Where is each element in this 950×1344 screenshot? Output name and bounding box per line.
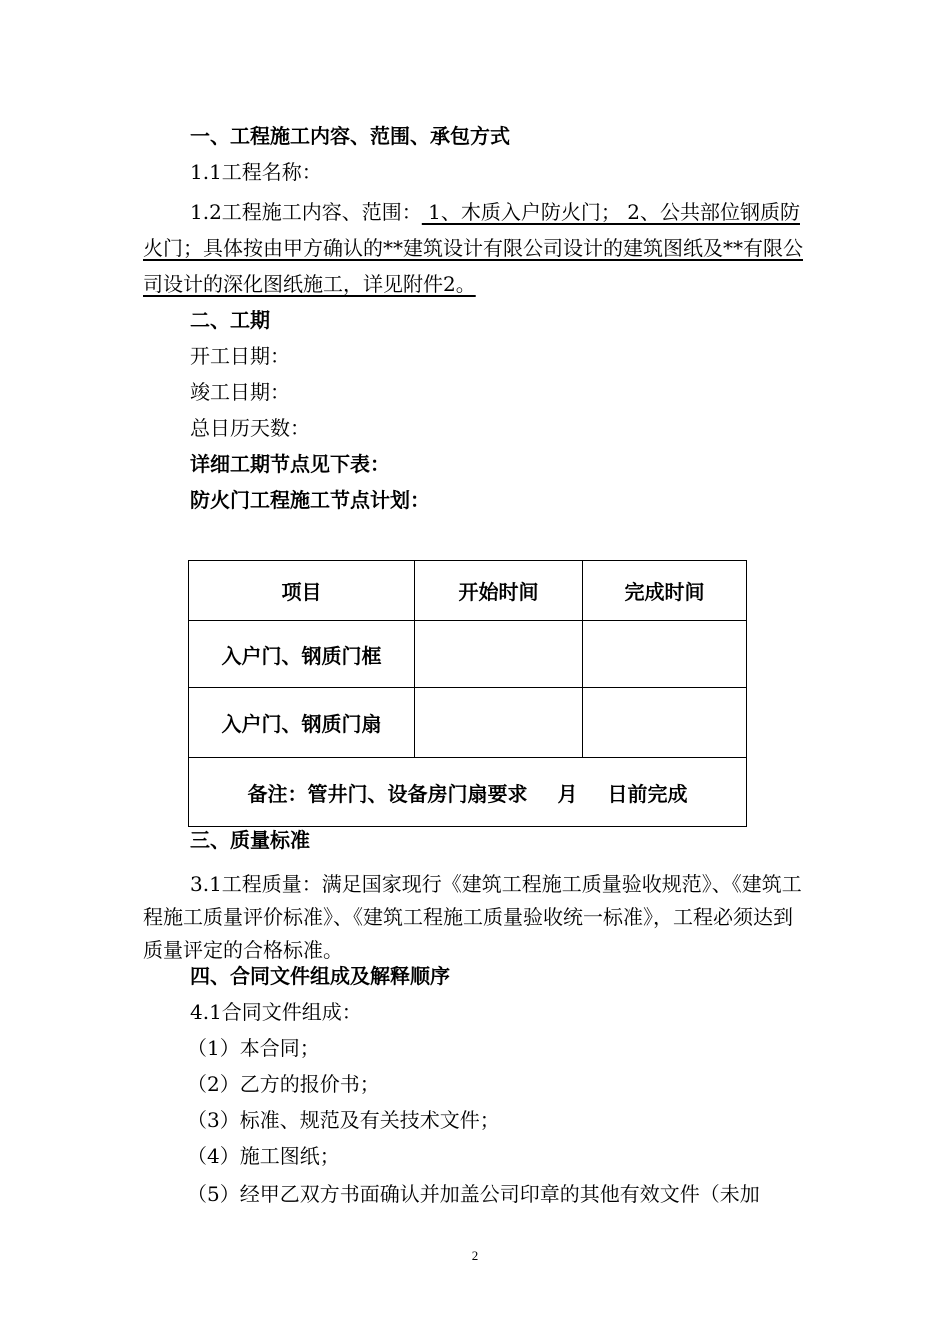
list-item: （5）经甲乙双方书面确认并加盖公司印章的其他有效文件（未加 [187, 1182, 760, 1206]
scope-label: 1.2工程施工内容、范围： [190, 200, 422, 224]
row-finish-cell [583, 621, 747, 688]
table-row [189, 621, 747, 688]
schedule-note: 详细工期节点见下表： [190, 452, 390, 476]
row-start-cell [415, 621, 583, 688]
s4-heading: 四、合同文件组成及解释顺序 [190, 964, 450, 988]
list-item: （2）乙方的报价书； [187, 1072, 380, 1096]
note-day: 日前完成 [607, 781, 688, 806]
table-note-cell [189, 758, 747, 827]
header-cell-start: 开始时间 [415, 561, 583, 621]
list-item: （1）本合同； [187, 1036, 320, 1060]
table-header-row [189, 561, 747, 621]
plan-title: 防火门工程施工节点计划： [190, 488, 430, 512]
quality-paragraph: 3.1工程质量：满足国家现行《建筑工程施工质量验收规范》、《建筑工程施工质量评价标准》、《建筑工程施工质量验收统一标准》，工程必须达到质量评定的合格标准。 [143, 872, 802, 962]
row-item-cell: 入户门、钢质门扇 [189, 688, 415, 758]
contract-docs-line: 4.1合同文件组成： [190, 1000, 362, 1024]
s3-heading: 三、质量标准 [190, 828, 310, 852]
table-note-row [189, 758, 747, 827]
row-item-cell: 入户门、钢质门框 [189, 621, 415, 688]
list-item: （3）标准、规范及有关技术文件； [187, 1108, 500, 1132]
header-cell-item: 项目 [189, 561, 415, 621]
row-finish-cell [583, 688, 747, 758]
row-start-cell [415, 688, 583, 758]
s2-heading: 二、工期 [190, 308, 270, 332]
note-text-1: 备注：管井门、设备房门扇要求 [247, 781, 528, 806]
table-row [189, 688, 747, 758]
note-month: 月 [557, 781, 578, 806]
end-date-line: 竣工日期： [190, 380, 290, 404]
start-date-line: 开工日期： [190, 344, 290, 368]
page-number: 2 [471, 1248, 479, 1263]
scope-body: 1、木质入户防火门； 2、公共部位钢质防火门；具体按由甲方确认的**建筑设计有限公司设计的建筑图纸及**有限公司设计的深化图纸施工，详见附件2。 [143, 200, 803, 296]
list-item: （4）施工图纸； [187, 1144, 340, 1168]
header-cell-finish: 完成时间 [583, 561, 747, 621]
project-name-line: 1.1工程名称： [190, 160, 322, 184]
s1-heading: 一、工程施工内容、范围、承包方式 [190, 124, 510, 148]
total-days-line: 总日历天数： [190, 416, 310, 440]
schedule-table [188, 560, 747, 827]
scope-paragraph [143, 194, 811, 302]
